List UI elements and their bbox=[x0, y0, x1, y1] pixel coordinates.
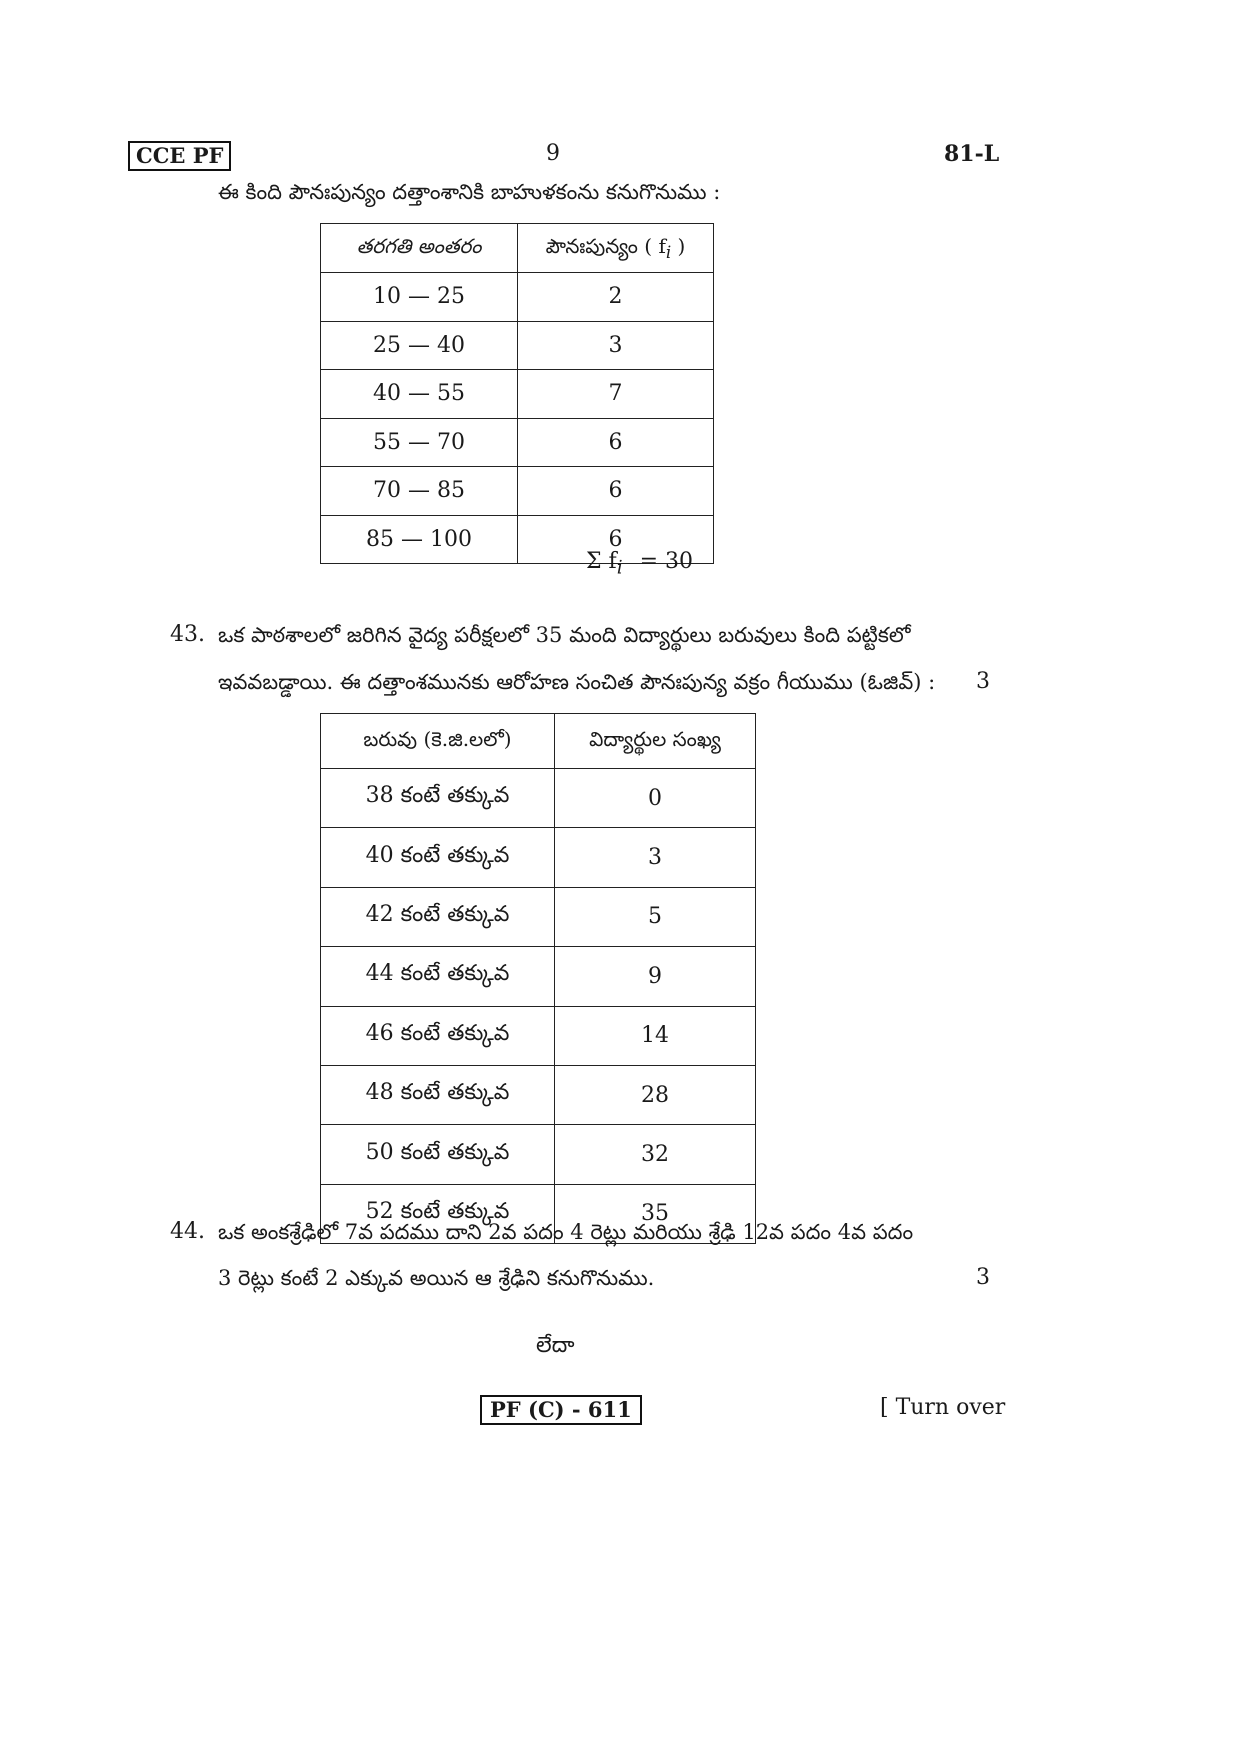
table1-intro: ఈ కింది పౌనఃపున్యం దత్తాంశానికి బాహుళకంను కనుగొనుము : bbox=[218, 180, 721, 204]
subscript: i bbox=[616, 557, 623, 579]
paren-close: ) bbox=[671, 233, 686, 258]
table-cell: 10 — 25 bbox=[321, 273, 518, 322]
sum-frequency bbox=[586, 547, 693, 583]
table-row bbox=[321, 370, 714, 419]
question-number: 43. bbox=[170, 622, 205, 647]
table-row bbox=[321, 1065, 756, 1124]
table-cell: 6 bbox=[518, 467, 714, 516]
table-cell: 25 — 40 bbox=[321, 321, 518, 370]
paper-code: 81-L bbox=[944, 141, 1000, 167]
or-divider-text: లేదా bbox=[536, 1333, 575, 1358]
table-header-text: పౌనఃపున్యం ( f bbox=[545, 233, 666, 258]
table-cell: 2 bbox=[518, 273, 714, 322]
table-row bbox=[321, 1006, 756, 1065]
table-header-cell: బరువు (కె.జి.లలో) bbox=[321, 714, 555, 769]
frequency-table bbox=[320, 223, 714, 564]
table-cell: 6 bbox=[518, 418, 714, 467]
table-row bbox=[321, 887, 756, 946]
table-cell: 52 కంటే తక్కువ bbox=[321, 1184, 555, 1243]
question-text: ఒక పాఠశాలలో జరిగిన వైద్య పరీక్షలలో 35 మంది విద్యార్థులు బరువులు కింది పట్టికలో bbox=[218, 623, 911, 647]
table-row bbox=[321, 321, 714, 370]
footer-code-box: PF (C) - 611 bbox=[480, 1395, 642, 1425]
question-number: 44. bbox=[170, 1219, 205, 1244]
table-header-cell: తరగతి అంతరం bbox=[321, 224, 518, 273]
subscript: i bbox=[665, 242, 672, 262]
table-header-cell: విద్యార్థుల సంఖ్య bbox=[555, 714, 756, 769]
turn-over-text: [ Turn over bbox=[880, 1395, 1006, 1420]
page-number: 9 bbox=[546, 141, 560, 166]
table-cell: 3 bbox=[518, 321, 714, 370]
table-header-cell bbox=[518, 224, 714, 273]
table-cell: 70 — 85 bbox=[321, 467, 518, 516]
exam-code-box: CCE PF bbox=[128, 141, 231, 171]
table-row bbox=[321, 1125, 756, 1184]
table-header-row bbox=[321, 224, 714, 273]
question-text: ఒక అంకశ్రేఢిలో 7వ పదము దాని 2వ పదం 4 రెట్లు మరియు శ్రేఢి 12వ పదం 4వ పదం bbox=[218, 1220, 914, 1244]
table-cell: 46 కంటే తక్కువ bbox=[321, 1006, 555, 1065]
table-cell: 40 — 55 bbox=[321, 370, 518, 419]
table-cell: 0 bbox=[555, 769, 756, 828]
table-cell: 40 కంటే తక్కువ bbox=[321, 828, 555, 887]
table-cell: 6 bbox=[518, 515, 714, 564]
table-cell: 7 bbox=[518, 370, 714, 419]
table-cell: 44 కంటే తక్కువ bbox=[321, 947, 555, 1006]
table-cell: 14 bbox=[555, 1006, 756, 1065]
sum-symbol: Σ f bbox=[586, 549, 617, 574]
table-cell: 48 కంటే తక్కువ bbox=[321, 1065, 555, 1124]
question-marks: 3 bbox=[976, 1265, 990, 1290]
question-marks: 3 bbox=[976, 669, 990, 694]
table-row bbox=[321, 947, 756, 1006]
table-cell: 50 కంటే తక్కువ bbox=[321, 1125, 555, 1184]
table-cell: 85 — 100 bbox=[321, 515, 518, 564]
table-row bbox=[321, 467, 714, 516]
sum-value: = 30 bbox=[639, 549, 693, 574]
table-cell: 32 bbox=[555, 1125, 756, 1184]
table-header-row bbox=[321, 714, 756, 769]
weight-table bbox=[320, 713, 756, 1244]
table-cell: 38 కంటే తక్కువ bbox=[321, 769, 555, 828]
table-cell: 9 bbox=[555, 947, 756, 1006]
question-text: 3 రెట్లు కంటే 2 ఎక్కువ అయిన ఆ శ్రేఢిని కనుగొనుము. bbox=[218, 1266, 655, 1290]
table-row bbox=[321, 769, 756, 828]
table-row bbox=[321, 273, 714, 322]
table-row bbox=[321, 418, 714, 467]
table-row bbox=[321, 828, 756, 887]
table-cell: 5 bbox=[555, 887, 756, 946]
question-text: ఇవవబడ్డాయి. ఈ దత్తాంశమునకు ఆరోహణ సంచిత పౌనఃపున్య వక్రం గీయుము (ఓజివ్) : bbox=[218, 670, 936, 694]
table-cell: 35 bbox=[555, 1184, 756, 1243]
table-cell: 42 కంటే తక్కువ bbox=[321, 887, 555, 946]
table-cell: 55 — 70 bbox=[321, 418, 518, 467]
table-cell: 28 bbox=[555, 1065, 756, 1124]
table-cell: 3 bbox=[555, 828, 756, 887]
